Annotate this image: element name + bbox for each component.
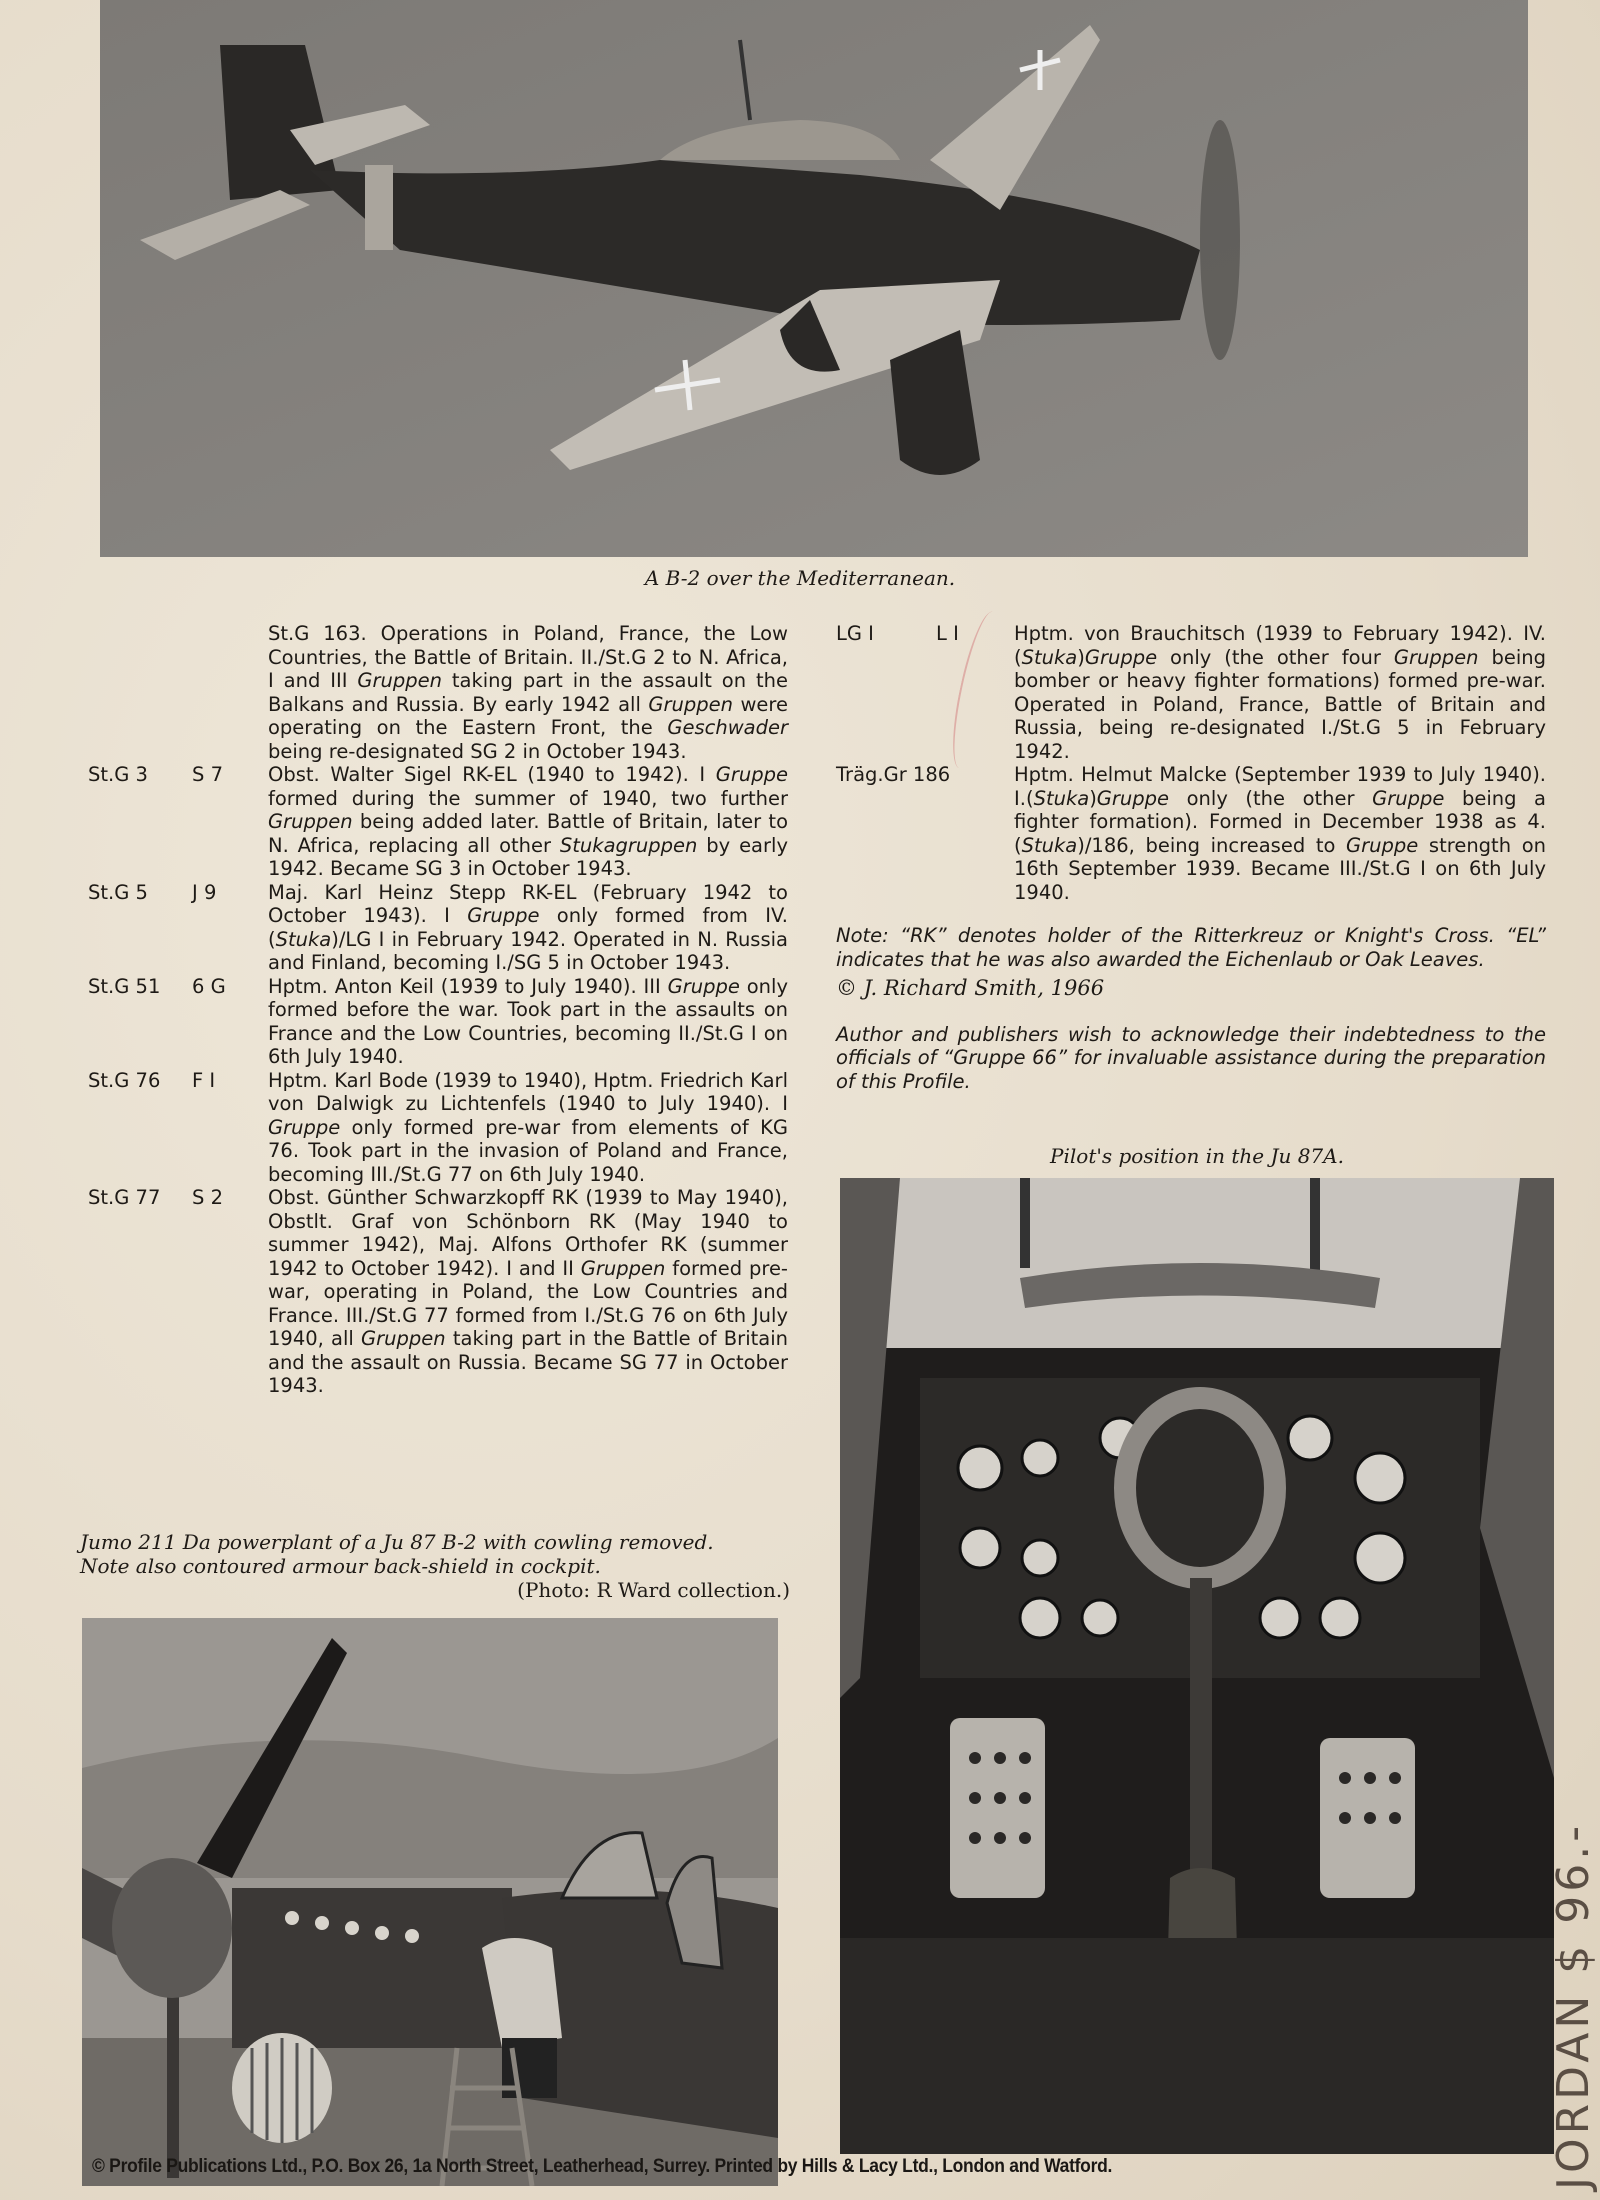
- text-run: St.G 163. Operations in Poland, France, the Low Countries, the Battle of Britain. II./St.G 2 to N. Africa, I and III: [268, 622, 788, 692]
- entry-description: [268, 881, 788, 975]
- unit-name: St.G 51: [88, 974, 161, 998]
- unit-name: Träg.Gr 186: [836, 763, 951, 786]
- entry-description: [1014, 622, 1546, 763]
- ju87-in-flight-photo: [100, 0, 1528, 557]
- text-run: Obst. Walter Sigel RK-EL (1940 to 1942). I: [268, 763, 716, 786]
- text-run: only (the other four: [1157, 645, 1394, 669]
- rk-el-note: Note: “RK” denotes holder of the Ritterkreuz or Knight's Cross. “EL” indicates that he was also awarded the Eichenlaub or Oak Leaves.: [836, 924, 1546, 971]
- entry-lg1: [836, 622, 1546, 763]
- entry-stg3: [88, 763, 788, 881]
- engine-caption-line1: Jumo 211 Da powerplant of a Ju 87 B-2 with cowling removed.: [80, 1530, 714, 1554]
- author-copyright: © J. Richard Smith, 1966: [836, 976, 1105, 1000]
- italic-term: Gruppe: [268, 1115, 341, 1139]
- unit-name: St.G 3: [88, 763, 148, 786]
- engine-photo-caption: [80, 1530, 790, 1602]
- italic-term: Gruppen: [1393, 645, 1479, 669]
- entry-trag-gr-186: [836, 763, 1546, 904]
- italic-term: Gruppe: [667, 974, 740, 998]
- text-run: were operating on the Eastern Front, the: [268, 692, 788, 739]
- text-run: being bomber or heavy fighter formations) formed pre-war. Operated in Poland, France, Battle of Britain and Russia, being re-designated I./St.G 5 in February 1942.: [1014, 645, 1546, 763]
- text-run: formed pre-war, operating in Poland, the Low Countries and France. III./St.G 77 formed from I./St.G 76 on 6th July 1940, all: [268, 1256, 788, 1350]
- unit-name: LG I: [836, 622, 874, 645]
- text-run: being a fighter formation). Formed in December 1938 as 4.(: [1014, 786, 1546, 857]
- unit-code: 6 G: [192, 974, 226, 998]
- italic-term: Gruppen: [580, 1256, 666, 1280]
- right-column: [836, 622, 1546, 1093]
- text-run: only (the other: [1169, 786, 1373, 810]
- text-run: Maj. Karl Heinz Stepp RK-EL (February 1942 to October 1943). I: [268, 880, 788, 927]
- cockpit-photo-caption: Pilot's position in the Ju 87A.: [1050, 1144, 1344, 1168]
- unit-name: St.G 5: [88, 880, 148, 904]
- italic-term: Gruppe: [1084, 645, 1158, 669]
- entry-continuation: [88, 622, 788, 763]
- left-column: [88, 622, 788, 1398]
- entry-description: [268, 1186, 788, 1398]
- text-run: Hptm. Karl Bode (1939 to 1940), Hptm. Friedrich Karl von Dalwigk zu Lichtenfels (1940 to July 1940). I: [268, 1068, 788, 1115]
- entry-description: [268, 1069, 788, 1187]
- italic-term: Geschwader: [667, 716, 788, 739]
- text-run: only formed from IV.(: [268, 904, 788, 951]
- italic-term: Gruppe: [467, 904, 540, 927]
- entry-description: [268, 622, 788, 763]
- italic-term: Gruppe: [1096, 786, 1170, 810]
- text-run: only formed pre-war from elements of KG 76. Took part in the invasion of Poland and France, becoming III./St.G 77 on 6th July 1940.: [268, 1115, 788, 1186]
- text-run: Hptm. Helmut Malcke (September 1939 to July 1940). I.(: [1014, 763, 1546, 810]
- italic-term: Gruppen: [361, 1327, 446, 1350]
- entry-stg77: [88, 1186, 788, 1398]
- italic-term: Stukagruppen: [559, 833, 698, 857]
- unit-code: L I: [936, 622, 959, 645]
- unit-code: J 9: [192, 880, 217, 904]
- engine-caption-line2: Note also contoured armour back-shield in cockpit.: [80, 1554, 601, 1578]
- text-run: ): [1089, 786, 1097, 810]
- entry-stg76: [88, 1069, 788, 1187]
- italic-term: Gruppe: [1372, 786, 1445, 810]
- italic-term: Gruppen: [648, 692, 733, 716]
- text-run: being re-designated SG 2 in October 1943.: [268, 739, 687, 763]
- italic-term: Gruppen: [268, 810, 353, 833]
- italic-term: Gruppen: [357, 669, 442, 692]
- publisher-footer: © Profile Publications Ltd., P.O. Box 26, 1a North Street, Leatherhead, Surrey. Printed by Hills & Lacy Ltd., London and Watford.: [92, 2156, 1113, 2177]
- unit-name: St.G 77: [88, 1186, 161, 1209]
- text-run: by early 1942. Became SG 3 in October 1943.: [268, 833, 788, 880]
- text-run: being added later. Battle of Britain, later to N. Africa, replacing all other: [268, 810, 788, 857]
- italic-term: Gruppe: [1346, 833, 1419, 857]
- entry-stg51: [88, 975, 788, 1069]
- entry-description: [1014, 763, 1546, 904]
- top-photo-caption: A B-2 over the Mediterranean.: [644, 566, 956, 590]
- italic-term: Stuka: [275, 927, 332, 951]
- unit-code: F I: [192, 1068, 216, 1092]
- text-run: ): [1077, 645, 1085, 669]
- text-run: strength on 16th September 1939. Became III./St.G I on 6th July 1940.: [1014, 833, 1546, 904]
- text-run: Hptm. von Brauchitsch (1939 to February 1942). IV.(: [1014, 622, 1546, 669]
- acknowledgement: Author and publishers wish to acknowledge their indebtedness to the officials of “Gruppe 66” for invaluable assistance during the preparation of this Profile.: [836, 1022, 1546, 1093]
- photo-credit: (Photo: R Ward collection.): [517, 1578, 790, 1602]
- italic-term: Gruppe: [715, 763, 788, 786]
- text-run: formed during the summer of 1940, two further: [268, 786, 788, 810]
- unit-code: S 2: [192, 1186, 223, 1209]
- italic-term: Stuka: [1033, 786, 1090, 810]
- italic-term: Stuka: [1021, 833, 1078, 857]
- text-run: )/LG I in February 1942. Operated in N. Russia and Finland, becoming I./SG 5 in October 1943.: [268, 927, 788, 974]
- text-run: taking part in the Battle of Britain and the assault on Russia. Became SG 77 in October 1943.: [268, 1327, 788, 1397]
- unit-name: St.G 76: [88, 1068, 161, 1092]
- jumo-engine-photo: [82, 1618, 778, 2186]
- text-run: taking part in the assault on the Balkans and Russia. By early 1942 all: [268, 669, 788, 716]
- text-run: Hptm. Anton Keil (1939 to July 1940). III: [268, 974, 668, 998]
- handwritten-price-mark: JORDAN $ 96.-: [1548, 1821, 1599, 2190]
- text-run: only formed before the war. Took part in the assaults on France and the Low Countries, becoming II./St.G I on 6th July 1940.: [268, 974, 788, 1068]
- text-run: )/186, being increased to: [1077, 833, 1347, 857]
- entry-description: [268, 763, 788, 881]
- unit-code: S 7: [192, 763, 223, 786]
- italic-term: Stuka: [1021, 645, 1078, 669]
- entry-description: [268, 975, 788, 1069]
- text-run: Obst. Günther Schwarzkopff RK (1939 to May 1940), Obstlt. Graf von Schönborn RK (May 1940 to summer 1942), Maj. Alfons Orthofer RK (summer 1942 to October 1942). I and II: [268, 1186, 788, 1280]
- cockpit-photo: [840, 1178, 1554, 2154]
- entry-stg5: [88, 881, 788, 975]
